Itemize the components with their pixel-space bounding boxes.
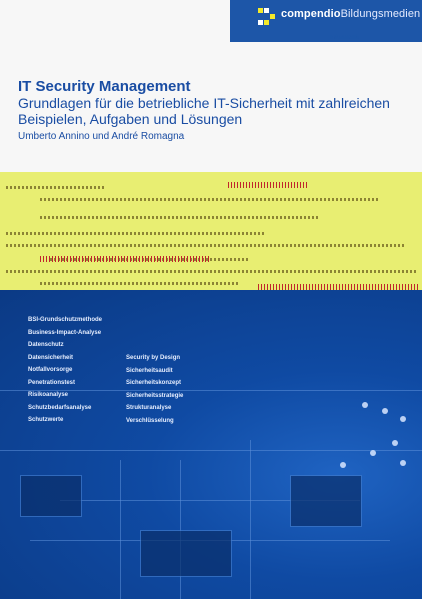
publisher-name: [281, 8, 420, 20]
publisher-category: Informatik: [330, 35, 360, 41]
cover-header: [0, 0, 422, 172]
keyword-item: Strukturanalyse: [126, 405, 172, 411]
red-code-segment: [228, 182, 308, 188]
keyword-item: Datenschutz: [28, 342, 64, 348]
publisher-brand-suffix: Bildungsmedien: [340, 8, 421, 20]
keyword-item: Sicherheitsaudit: [126, 367, 173, 374]
keyword-item: Schutzbedarfsanalyse: [28, 404, 92, 411]
keyword-item: Penetrationstest: [28, 379, 76, 386]
publisher-logo-icon: [258, 8, 278, 26]
keyword-item: Risikoanalyse: [28, 392, 69, 398]
book-title: IT Security Management: [18, 78, 191, 95]
red-code-segment: [40, 256, 210, 262]
publisher-brand: compendio: [281, 8, 341, 20]
circuit-board-image: [0, 290, 422, 599]
keyword-item: Security by Design: [126, 355, 181, 361]
keyword-item: Business-Impact-Analyse: [28, 329, 102, 336]
keyword-item: BSI-Grundschutzmethode: [28, 317, 103, 323]
keyword-item: Sicherheitsstrategie: [126, 392, 184, 399]
keyword-item: Datensicherheit: [28, 354, 74, 361]
keyword-item: Verschlüsselung: [126, 417, 174, 424]
book-authors: Umberto Annino und André Romagna: [18, 131, 185, 142]
keyword-item: Schutzwerte: [28, 417, 64, 423]
data-stream-band: [0, 172, 422, 290]
keyword-item: Notfallvorsorge: [28, 367, 73, 373]
keyword-item: Sicherheitskonzept: [126, 380, 182, 386]
book-subtitle: Grundlagen für die betriebliche IT-Sicherheit mit zahlreichen Beispielen, Aufgaben und Lösungen: [18, 95, 390, 127]
